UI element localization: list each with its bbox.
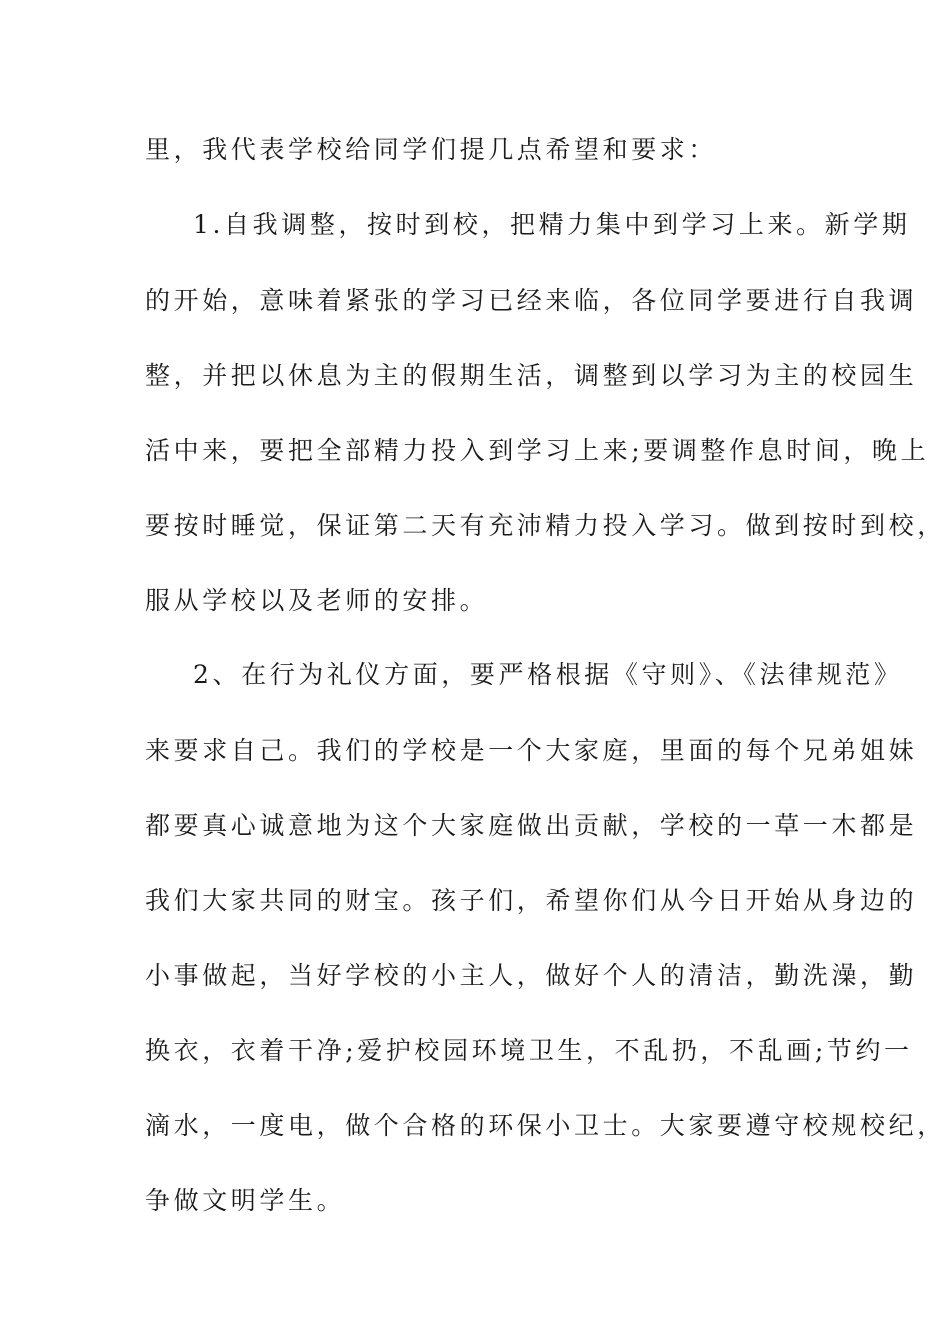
text-line: 活中来，要把全部精力投入到学习上来;要调整作息时间，晚上 <box>145 436 930 465</box>
text-line: 我们大家共同的财宝。孩子们，希望你们从今日开始从身边的 <box>145 886 918 915</box>
text-line: 换衣，衣着干净;爱护校园环境卫生，不乱扔，不乱画;节约一 <box>145 1036 913 1065</box>
text-line: 服从学校以及老师的安排。 <box>145 586 489 615</box>
text-line: 整，并把以休息为主的假期生活，调整到以学习为主的校园生 <box>145 361 918 390</box>
text-line: 都要真心诚意地为这个大家庭做出贡献，学校的一草一木都是 <box>145 811 918 840</box>
text-line: 里，我代表学校给同学们提几点希望和要求： <box>145 135 718 164</box>
text-line: 1.自我调整，按时到校，把精力集中到学习上来。新学期 <box>193 210 911 239</box>
text-line: 2、在行为礼仪方面，要严格根据《守则》、《法律规范》 <box>193 660 903 689</box>
text-line: 争做文明学生。 <box>145 1186 346 1215</box>
text-line: 的开始，意味着紧张的学习已经来临，各位同学要进行自我调 <box>145 286 918 315</box>
text-line: 小事做起，当好学校的小主人，做好个人的清洁，勤洗澡，勤 <box>145 961 918 990</box>
text-line: 来要求自己。我们的学校是一个大家庭，里面的每个兄弟姐妹 <box>145 736 918 765</box>
text-line: 滴水，一度电，做个合格的环保小卫士。大家要遵守校规校纪， <box>145 1111 946 1140</box>
text-line: 要按时睡觉，保证第二天有充沛精力投入学习。做到按时到校， <box>145 511 946 540</box>
